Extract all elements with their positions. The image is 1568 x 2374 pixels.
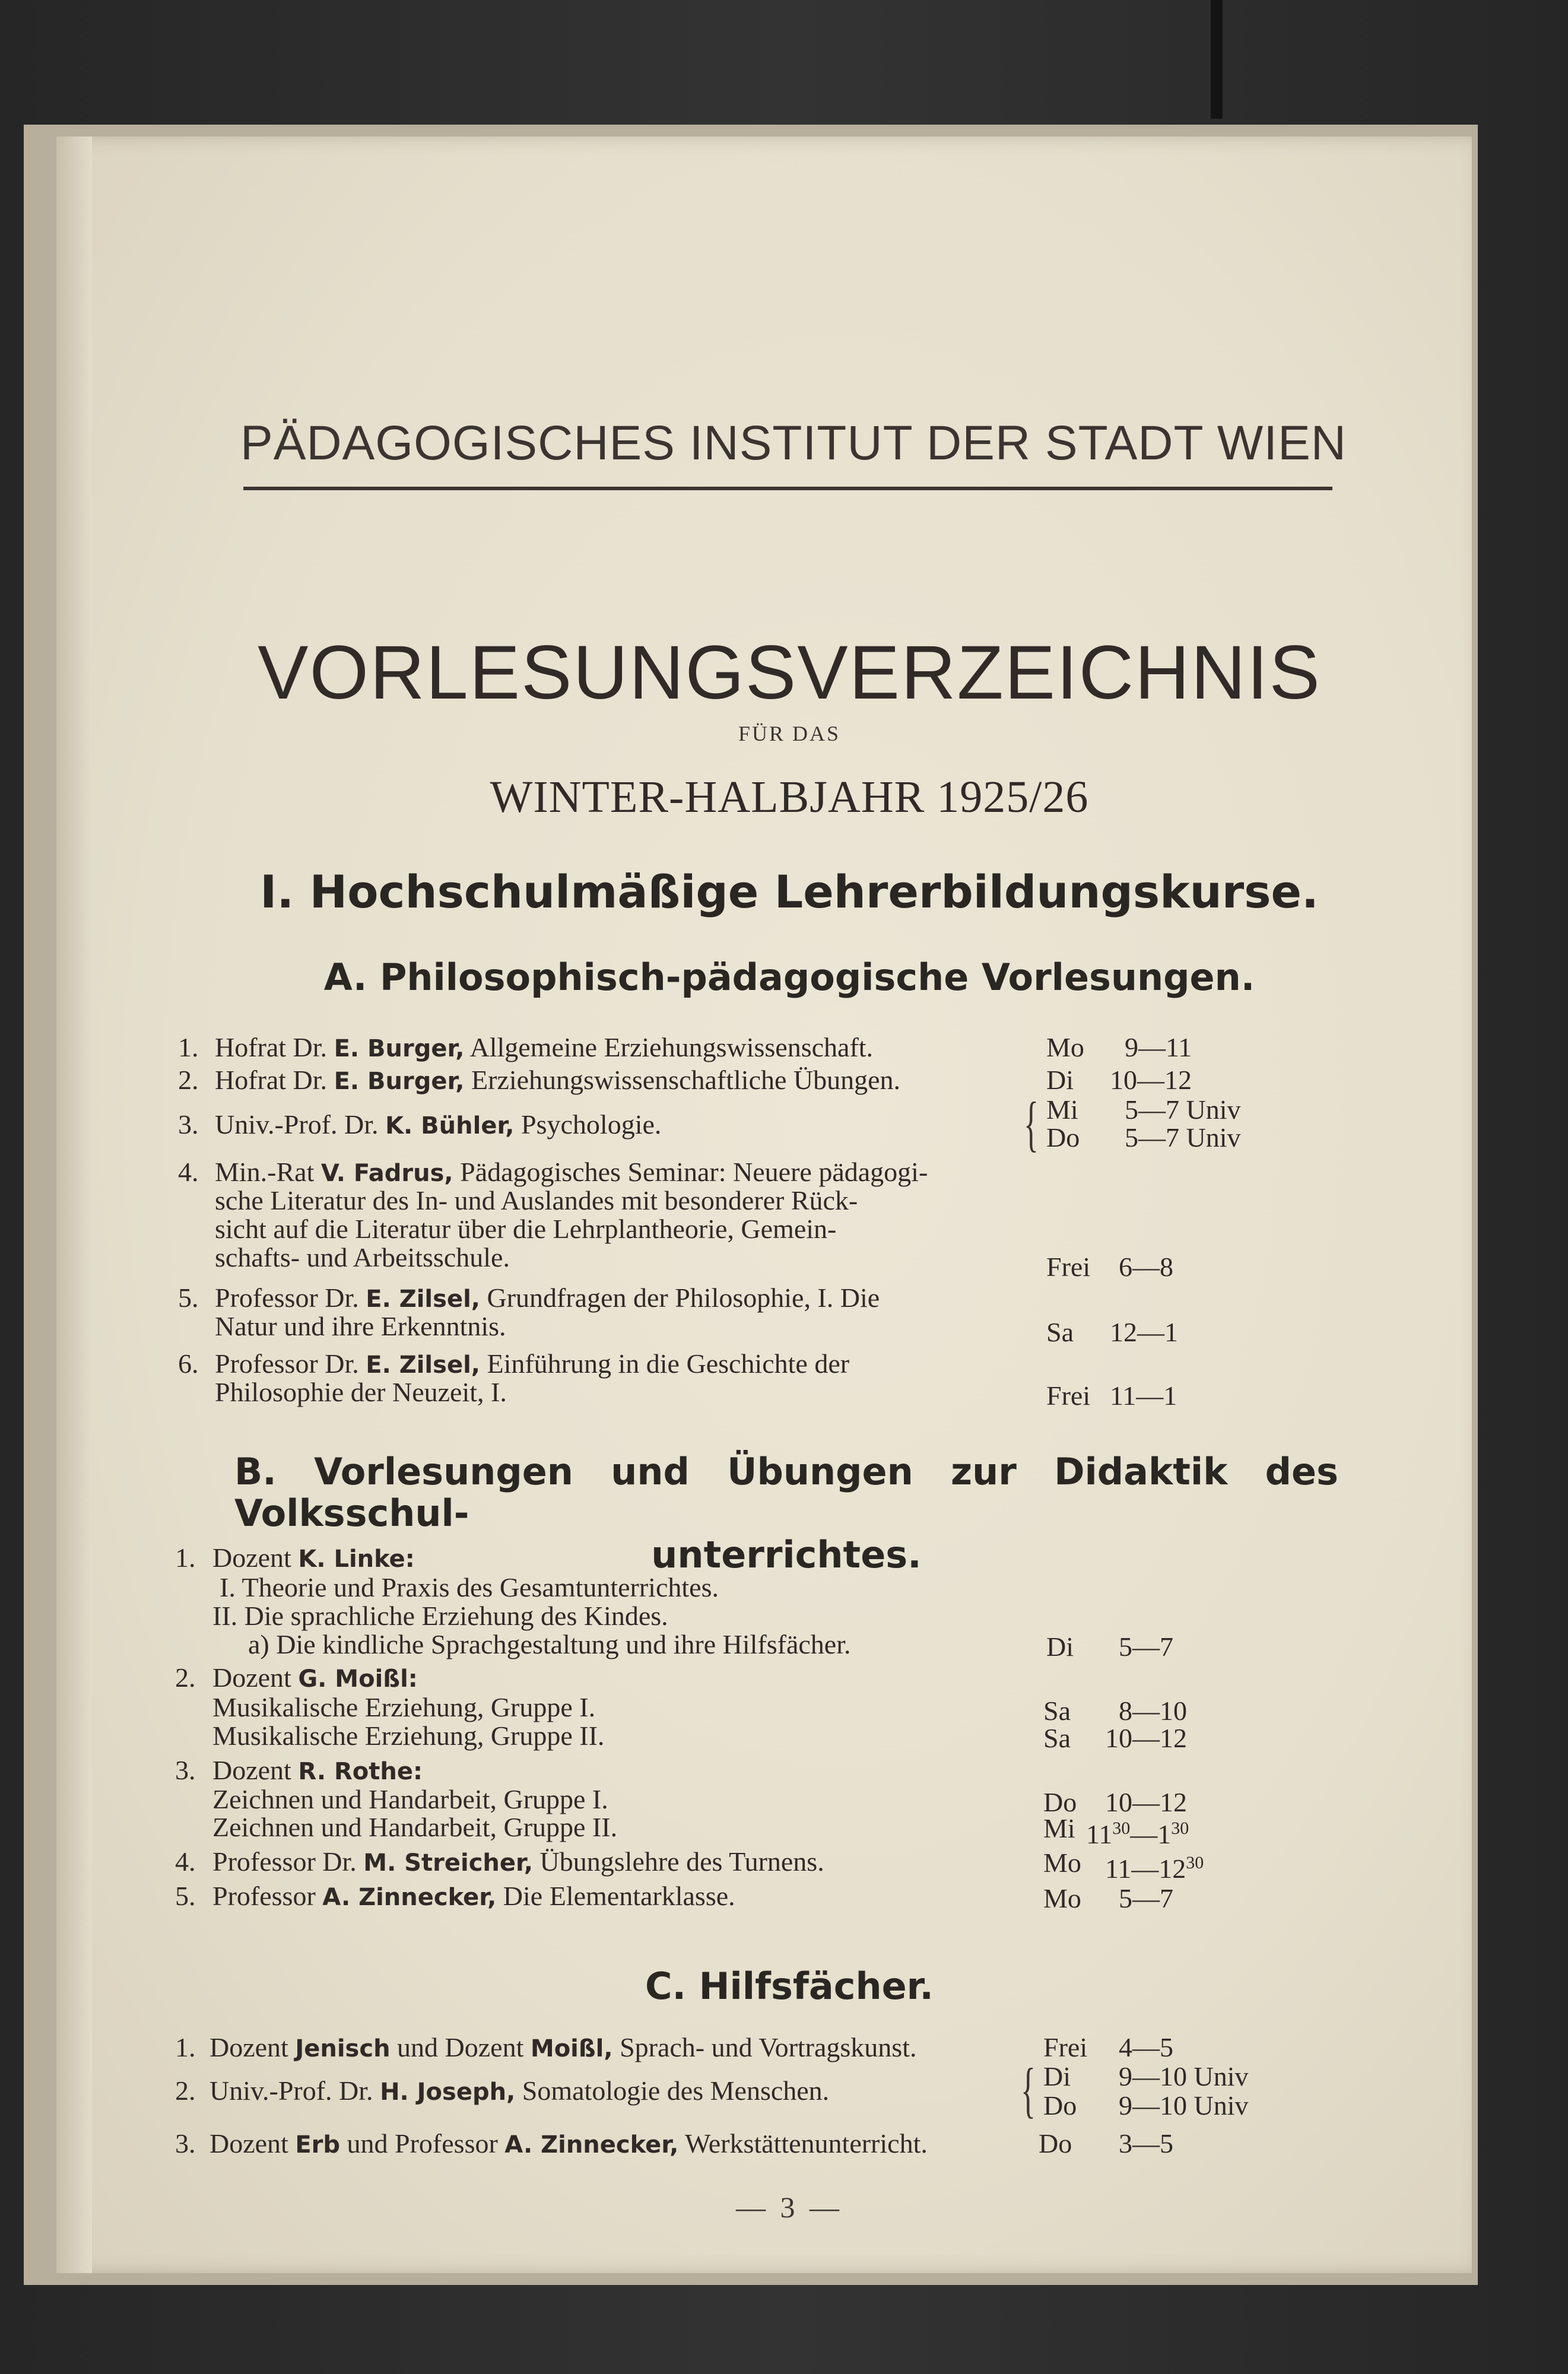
section-c-heading: C. Hilfsfächer.	[645, 1964, 934, 2008]
section-b-heading: B. Vorlesungen und Übungen zur Didaktik des Volksschul- unterrichtes.	[234, 1450, 1338, 1576]
item-day: Mo	[1046, 1032, 1084, 1062]
item-day: Di	[1043, 2061, 1071, 2091]
item-time: 12—1	[1110, 1317, 1178, 1347]
item-time: 6—8	[1119, 1252, 1173, 1282]
brace-icon: {	[1024, 1090, 1039, 1158]
section-a-heading: A. Philosophisch-pädagogische Vorlesungen.	[323, 956, 1255, 999]
item-time: 10—12	[1105, 1787, 1187, 1817]
brace-icon: {	[1021, 2056, 1036, 2124]
page-number: — 3 —	[736, 2191, 843, 2224]
item-time: $11—12^{30}$	[1105, 1853, 1204, 1884]
item-day: Mo	[1043, 1848, 1081, 1878]
item-day: Sa	[1043, 1696, 1071, 1726]
item-day: Di	[1046, 1065, 1074, 1095]
item-time: 11—1	[1110, 1380, 1177, 1411]
item-time: 5—7 Univ	[1125, 1094, 1241, 1125]
item-day: Frei	[1046, 1380, 1091, 1411]
item-day: Frei	[1043, 2032, 1088, 2062]
item-day: Do	[1043, 1787, 1077, 1817]
item-day: Frei	[1046, 1252, 1091, 1282]
item-day: Do	[1046, 1122, 1080, 1153]
institute-title: PÄDAGOGISCHES INSTITUT DER STADT WIEN	[240, 416, 1347, 470]
item-day: Di	[1046, 1632, 1074, 1662]
item-day: Mi	[1043, 1813, 1075, 1843]
item-day: Sa	[1043, 1723, 1071, 1753]
document-page: PÄDAGOGISCHES INSTITUT DER STADT WIEN VORLESUNGSVERZEICHNIS FÜR DAS WINTER-HALBJAHR 1925/26 I. Hochschulmäßige Lehrerbildungskurse. A. Philosophisch-pädagogische Vorlesungen. 1. Hofrat Dr. E. Burger, Allgemeine Erziehungswissenschaft. Mo 9—11 2. Hofrat Dr. E. Burger, Erziehungswissenschaftliche Übungen. Di 10—12 3. Univ.-Prof. Dr. K. Bühler, Psychologie. { Mi 5—7 Univ Do 5—7 Univ 4. Min.-Rat V. Fadrus, Pädagogisches Seminar: Neuere pädagogi- sche Literatur des In- und Auslandes mit besonderer Rück- sicht auf die Literatur über die Lehrplantheorie, Gemein- schafts- und Arbeitsschule. Frei 6—8 5. Professor Dr. E. Zilsel, Grundfragen der Philosophie, I. Die Natur und ihre Erkenntnis. Sa 12—1 6. Professor Dr. E. Zilsel, Einführung in die Geschichte der Philosophie der Neuzeit, I. Frei 11—1 B. Vorlesungen und Übungen zur Didaktik des Volksschul- unterrichtes. 1. Dozent K. Linke: I. Theorie und Praxis des Gesamtunterrichtes. II. Die sprachliche Erziehung des Kindes. a) Die kindliche Sprachgestaltung und ihre Hilfsfächer. Di 5—7 2. Dozent G. Moißl: Musikalische Erziehung, Gruppe I. Sa 8—10 Musikalische Erziehung, Gruppe II. Sa 10—12 3. Dozent R. Rothe: Zeichnen und Handarbeit, Gruppe I. Do 10—12 Zeichnen und Handarbeit, Gruppe II. Mi $11^{30}—1^{30}$ 4. Professor Dr. M. Streicher, Übungslehre des Turnens. Mo $11—12^{30}$ 5. Professor A. Zinnecker, Die Elementarklasse. Mo 5—7 C. Hilfsfächer. 1. Dozent Jenisch und Dozent Moißl, Sprach- und Vortragskunst. Frei 4—5 2. Univ.-Prof. Dr. H. Joseph, Somatologie des Menschen. { Di 9—10 Univ Do 9—10 Univ 3. Dozent Erb und Professor A. Zinnecker, Werkstättenunterricht. Do 3—5 — 3 —	[56, 137, 1472, 2273]
item-time: 3—5	[1119, 2128, 1173, 2159]
part-heading: I. Hochschulmäßige Lehrerbildungskurse.	[260, 865, 1319, 918]
title-rule	[243, 487, 1332, 490]
item-time: 9—10 Univ	[1119, 2061, 1249, 2091]
item-day: Mo	[1043, 1883, 1081, 1913]
item-day: Sa	[1046, 1317, 1074, 1347]
item-time: 8—10	[1119, 1696, 1187, 1726]
fuer-das: FÜR DAS	[738, 722, 841, 745]
item-time: 10—12	[1110, 1065, 1192, 1095]
item-time: $11^{30}—1^{30}$	[1086, 1818, 1189, 1849]
item-time: 5—7 Univ	[1125, 1122, 1241, 1153]
item-day: Do	[1043, 2090, 1077, 2121]
item-time: 5—7	[1119, 1883, 1173, 1913]
item-day: Mi	[1046, 1094, 1078, 1125]
page-binding	[56, 137, 92, 2273]
binding-clip	[1211, 0, 1223, 119]
document-title: VORLESUNGSVERZEICHNIS	[258, 630, 1321, 715]
item-time: 9—10 Univ	[1119, 2090, 1249, 2121]
item-time: 9—11	[1125, 1032, 1192, 1062]
item-time: 4—5	[1119, 2032, 1173, 2062]
semester-title: WINTER-HALBJAHR 1925/26	[490, 772, 1089, 822]
item-day: Do	[1039, 2128, 1072, 2159]
item-time: 10—12	[1105, 1723, 1187, 1753]
item-time: 5—7	[1119, 1632, 1173, 1662]
